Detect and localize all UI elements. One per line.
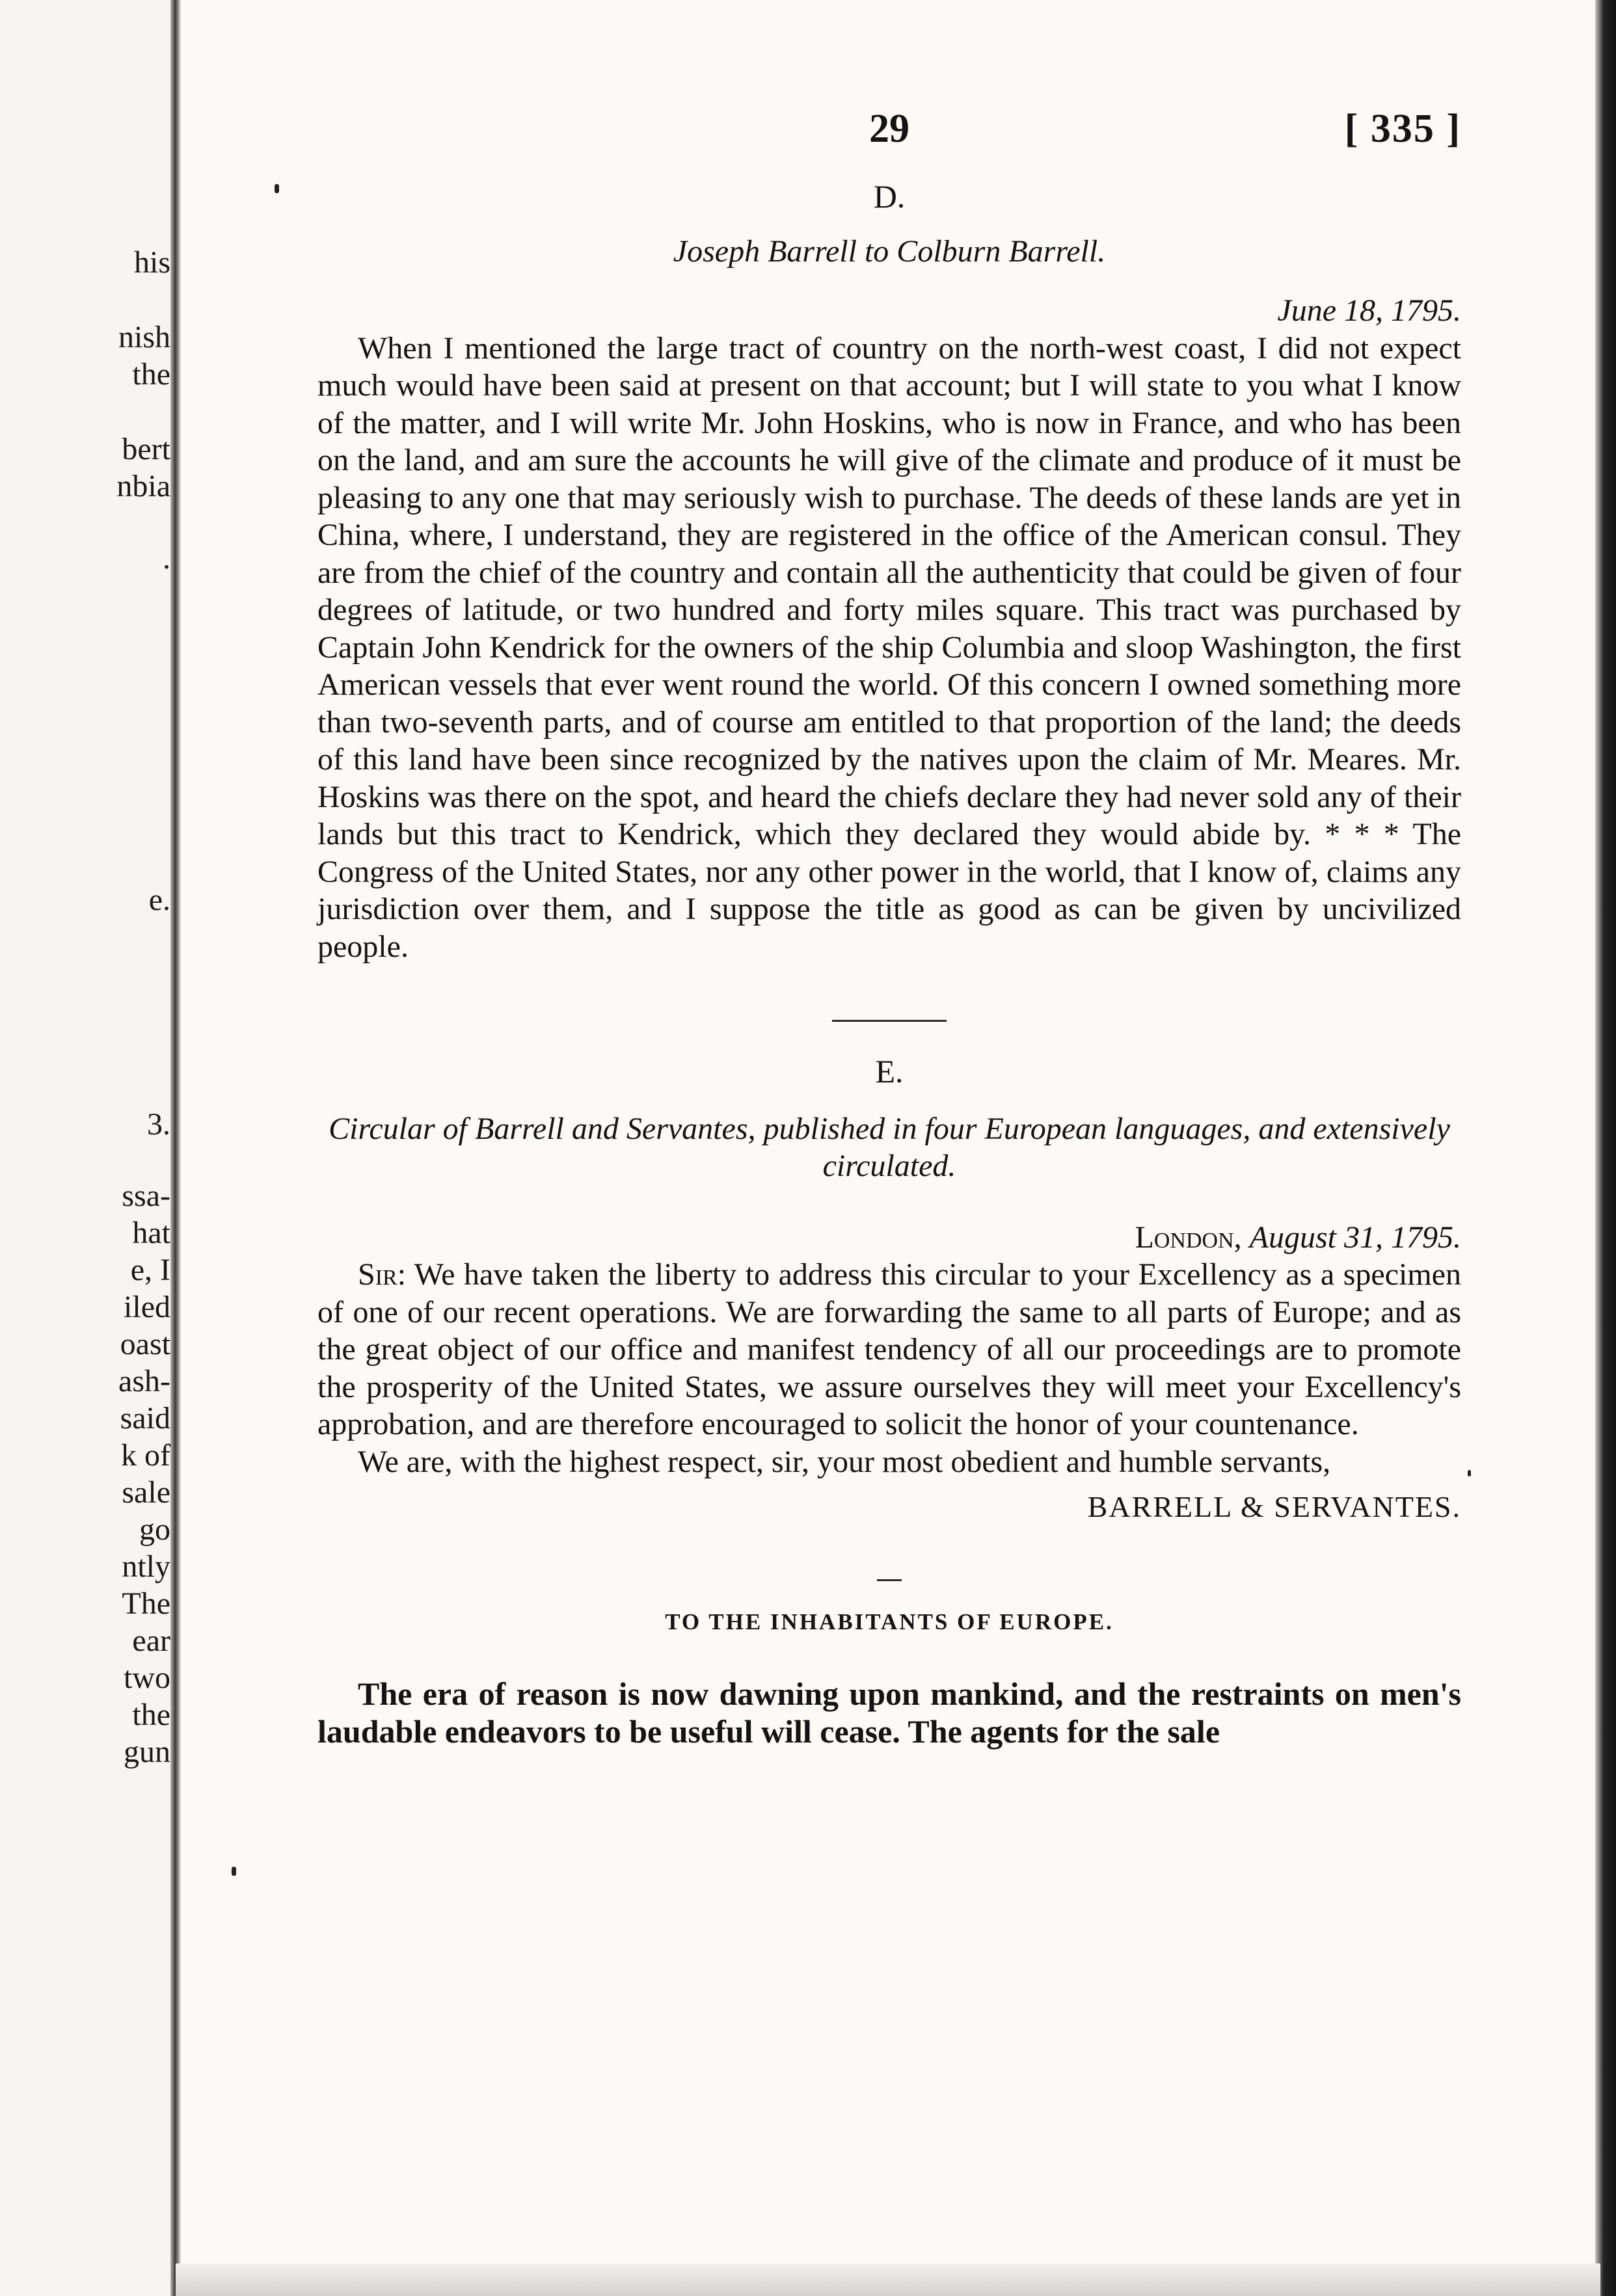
margin-fragment: gun: [124, 1735, 170, 1769]
page-number: 29: [869, 107, 909, 151]
page-header: [317, 107, 1461, 169]
letter-date: June 18, 1795.: [1277, 293, 1461, 328]
section-letter-e: E.: [875, 1053, 904, 1089]
margin-fragment: oast: [120, 1327, 170, 1361]
page-content: [317, 107, 1461, 1750]
ink-speck: [1468, 1470, 1471, 1476]
margin-fragment: ntly: [122, 1549, 170, 1584]
margin-fragment: his: [133, 245, 170, 280]
book-gutter: [170, 0, 181, 2296]
section-letter-d: D.: [873, 178, 906, 215]
letter-body: When I mentioned the large tract of country on the north-west coast, I did not expect much would have been said at present on that account; but I will state to you what I know of the matter, and I will write Mr. John Hoskins, who is now in France, and who has been on the land, and am sure the accounts he will give of the climate and produce of it must be pleasing to any one that may seriously wish to purchase. The deeds of these lands are yet in China, where, I understand, they are registered in the office of the American consul. They are from the chief of the country and contain all the authenticity that could be given of four degrees of latitude, or two hundred and forty miles square. This tract was purchased by Captain John Kendrick for the owners of the ship Columbia and sloop Washington, the first American vessels that ever went round the world. Of this concern I owned something more than two-seventh parts, and of course am entitled to that proportion of the land; the deeds of this land have been since recognized by the natives upon the claim of Mr. Meares. Mr. Hoskins was there on the spot, and heard the chiefs declare they had never sold any of their lands but this tract to Kendrick, which they declared they would abide by. * * * The Congress of the United States, nor any other power in the world, that I know of, claims any jurisdiction over them, and I suppose the title as good as can be given by uncivilized people.: [317, 330, 1461, 964]
margin-fragment: bert: [122, 432, 170, 466]
address-body: The era of reason is now dawning upon mankind, and the restraints on men's laudable endeavors to be useful will cease. The agents for the sale: [317, 1675, 1461, 1750]
page-edge-shadow: [1595, 0, 1616, 2296]
signature: BARRELL & SERVANTES.: [1087, 1490, 1461, 1523]
circular-text: We have taken the liberty to address this circular to your Excellency as a specimen of one of our recent operations. We are forwarding the same to all parts of Europe; and as the great object of our office and manifest tendency of all our proceedings are to promote the prosperity of the United States, we assure ourselves they will meet your Excellency's approbation, and are therefore encouraged to solicit the honor of your countenance.: [317, 1257, 1461, 1441]
ink-speck: [232, 1867, 236, 1876]
margin-fragment: k of: [121, 1438, 170, 1473]
section-e-title: Circular of Barrell and Servantes, published in four European languages, and extensively circulated.: [329, 1111, 1450, 1183]
margin-fragment: nbia: [116, 469, 170, 503]
dateline-place: London,: [1135, 1220, 1242, 1255]
short-divider: [877, 1579, 902, 1581]
margin-fragment: go: [139, 1512, 170, 1547]
margin-fragment: The: [122, 1586, 170, 1621]
margin-fragment: .: [163, 541, 170, 576]
margin-fragment: ssa-: [122, 1179, 170, 1213]
margin-fragment: ash-: [118, 1364, 170, 1398]
circular-body: [317, 1256, 1461, 1443]
dateline: [317, 1219, 1461, 1257]
margin-fragment: ear: [132, 1623, 170, 1658]
margin-fragment: iled: [124, 1290, 170, 1324]
margin-fragment: said: [120, 1401, 170, 1435]
dateline-date: August 31, 1795.: [1249, 1220, 1461, 1255]
address-heading: TO THE INHABITANTS OF EUROPE.: [665, 1609, 1114, 1635]
page-bottom-edge: [176, 2263, 1600, 2296]
margin-fragment: 3.: [147, 1107, 170, 1141]
salutation: Sir:: [358, 1257, 407, 1292]
margin-fragment: e, I: [130, 1253, 170, 1287]
section-d-title: Joseph Barrell to Colburn Barrell.: [673, 234, 1106, 269]
margin-fragment: e.: [148, 883, 170, 917]
margin-fragment: sale: [122, 1475, 170, 1510]
ink-speck: [275, 184, 279, 193]
margin-fragment: the: [132, 1698, 170, 1732]
facing-page-edge: [0, 0, 176, 2296]
closing: We are, with the highest respect, sir, your most obedient and humble servants,: [358, 1444, 1331, 1479]
margin-fragment: hat: [132, 1216, 170, 1250]
document-page-number: [ 335 ]: [1344, 107, 1461, 151]
margin-fragment: the: [132, 357, 170, 392]
margin-fragment: nish: [118, 320, 170, 354]
margin-fragment: two: [124, 1661, 170, 1695]
section-divider: [832, 1020, 947, 1022]
